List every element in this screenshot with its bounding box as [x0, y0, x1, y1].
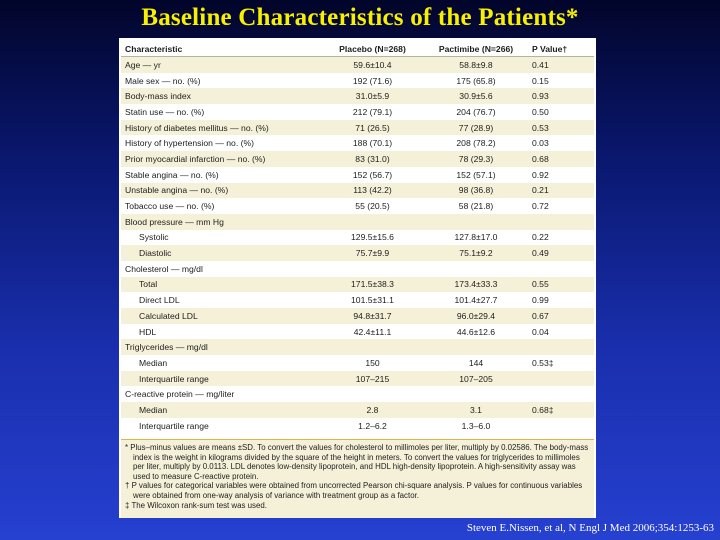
row-label: Statin use — no. (%) [121, 104, 321, 120]
row-label: Unstable angina — no. (%) [121, 183, 321, 199]
p-value [528, 371, 594, 387]
footnote-double-dagger: ‡ The Wilcoxon rank-sum test was used. [125, 500, 267, 510]
row-label: Age — yr [121, 57, 321, 73]
row-label: Diastolic [121, 245, 321, 261]
table-row [121, 88, 594, 104]
row-label: Body-mass index [121, 88, 321, 104]
p-value: 0.03 [528, 135, 594, 151]
pactimibe-value: 3.1 [424, 402, 528, 418]
table-row [121, 183, 594, 199]
pactimibe-value: 175 (65.8) [424, 73, 528, 89]
p-value: 0.41 [528, 57, 594, 73]
pactimibe-value: 101.4±27.7 [424, 292, 528, 308]
table-row [121, 230, 594, 246]
pactimibe-value: 75.1±9.2 [424, 245, 528, 261]
pactimibe-value: 58 (21.8) [424, 198, 528, 214]
row-label: Stable angina — no. (%) [121, 167, 321, 183]
table-row [121, 277, 594, 293]
table-row [121, 418, 594, 434]
p-value: 0.50 [528, 104, 594, 120]
table-row [121, 339, 594, 355]
placebo-value: 71 (26.5) [321, 120, 424, 136]
row-label: Triglycerides — mg/dl [121, 339, 321, 355]
p-value [528, 386, 594, 402]
placebo-value: 107–215 [321, 371, 424, 387]
baseline-table-card [119, 38, 596, 518]
p-value: 0.55 [528, 277, 594, 293]
p-value: 0.53 [528, 120, 594, 136]
placebo-value: 171.5±38.3 [321, 277, 424, 293]
pactimibe-value: 44.6±12.6 [424, 324, 528, 340]
placebo-value: 188 (70.1) [321, 135, 424, 151]
row-label: Total [121, 277, 321, 293]
table-row [121, 151, 594, 167]
table-row [121, 167, 594, 183]
row-label: HDL [121, 324, 321, 340]
table-row [121, 355, 594, 371]
p-value [528, 418, 594, 434]
pactimibe-value: 98 (36.8) [424, 183, 528, 199]
table-footnotes [121, 439, 594, 518]
p-value [528, 214, 594, 230]
row-label: Interquartile range [121, 371, 321, 387]
pactimibe-value: 78 (29.3) [424, 151, 528, 167]
placebo-value: 94.8±31.7 [321, 308, 424, 324]
placebo-value: 1.2–6.2 [321, 418, 424, 434]
header-p-value: P Value† [528, 41, 594, 57]
pactimibe-value: 107–205 [424, 371, 528, 387]
placebo-value: 42.4±11.1 [321, 324, 424, 340]
pactimibe-value [424, 261, 528, 277]
placebo-value: 59.6±10.4 [321, 57, 424, 73]
p-value: 0.04 [528, 324, 594, 340]
p-value: 0.49 [528, 245, 594, 261]
pactimibe-value: 204 (76.7) [424, 104, 528, 120]
table-row [121, 120, 594, 136]
table-row [121, 308, 594, 324]
p-value [528, 261, 594, 277]
pactimibe-value: 208 (78.2) [424, 135, 528, 151]
p-value: 0.68‡ [528, 402, 594, 418]
placebo-value: 75.7±9.9 [321, 245, 424, 261]
p-value: 0.92 [528, 167, 594, 183]
header-pactimibe: Pactimibe (N=266) [424, 41, 528, 57]
row-label: Prior myocardial infarction — no. (%) [121, 151, 321, 167]
table-row [121, 135, 594, 151]
row-label: Interquartile range [121, 418, 321, 434]
pactimibe-value [424, 214, 528, 230]
row-label: C-reactive protein — mg/liter [121, 386, 321, 402]
pactimibe-value: 127.8±17.0 [424, 230, 528, 246]
table-row [121, 402, 594, 418]
table-row [121, 261, 594, 277]
footnote-asterisk: * Plus–minus values are means ±SD. To convert the values for cholesterol to millimoles per liter, multiply by 0.02586. The body-mass index is the weight in kilograms divided by the square of the height in meters. To convert the values for triglycerides to millimoles per liter, multiply by 0.0113. LDL denotes low-density lipoprotein, and HDL high-density lipoprotein. A high-sensitivity assay was used to measure C-reactive protein. [125, 443, 589, 481]
row-label: Blood pressure — mm Hg [121, 214, 321, 230]
row-label: Tobacco use — no. (%) [121, 198, 321, 214]
placebo-value: 55 (20.5) [321, 198, 424, 214]
placebo-value: 192 (71.6) [321, 73, 424, 89]
placebo-value: 101.5±31.1 [321, 292, 424, 308]
pactimibe-value: 173.4±33.3 [424, 277, 528, 293]
table-body [121, 57, 594, 434]
placebo-value [321, 214, 424, 230]
placebo-value [321, 261, 424, 277]
table-row [121, 386, 594, 402]
footnote-dagger: † P values for categorical variables were obtained from uncorrected Pearson chi-square analysis. P values for continuous variables were obtained from one-way analysis of variance with treatment group as a factor. [125, 481, 583, 500]
placebo-value: 31.0±5.9 [321, 88, 424, 104]
p-value: 0.22 [528, 230, 594, 246]
table-row [121, 245, 594, 261]
row-label: Systolic [121, 230, 321, 246]
table-row [121, 57, 594, 73]
pactimibe-value: 1.3–6.0 [424, 418, 528, 434]
header-characteristic: Characteristic [121, 41, 321, 57]
placebo-value: 150 [321, 355, 424, 371]
row-label: History of hypertension — no. (%) [121, 135, 321, 151]
pactimibe-value [424, 386, 528, 402]
table-row [121, 73, 594, 89]
header-placebo: Placebo (N=268) [321, 41, 424, 57]
p-value: 0.68 [528, 151, 594, 167]
pactimibe-value: 144 [424, 355, 528, 371]
p-value: 0.99 [528, 292, 594, 308]
row-label: History of diabetes mellitus — no. (%) [121, 120, 321, 136]
pactimibe-value [424, 339, 528, 355]
pactimibe-value: 30.9±5.6 [424, 88, 528, 104]
table-row [121, 104, 594, 120]
p-value: 0.21 [528, 183, 594, 199]
placebo-value [321, 339, 424, 355]
table-row [121, 292, 594, 308]
placebo-value: 2.8 [321, 402, 424, 418]
slide-title: Baseline Characteristics of the Patients* [141, 4, 579, 31]
pactimibe-value: 152 (57.1) [424, 167, 528, 183]
row-label: Cholesterol — mg/dl [121, 261, 321, 277]
p-value: 0.72 [528, 198, 594, 214]
placebo-value: 83 (31.0) [321, 151, 424, 167]
table-row [121, 324, 594, 340]
placebo-value [321, 386, 424, 402]
citation: Steven E.Nissen, et al, N Engl J Med 2006;354:1253-63 [466, 522, 714, 534]
pactimibe-value: 77 (28.9) [424, 120, 528, 136]
table-row [121, 214, 594, 230]
table-row [121, 371, 594, 387]
p-value [528, 339, 594, 355]
placebo-value: 129.5±15.6 [321, 230, 424, 246]
p-value: 0.53‡ [528, 355, 594, 371]
row-label: Calculated LDL [121, 308, 321, 324]
pactimibe-value: 58.8±9.8 [424, 57, 528, 73]
baseline-characteristics-table [121, 41, 594, 434]
table-header-row [121, 41, 594, 57]
row-label: Median [121, 355, 321, 371]
table-row [121, 198, 594, 214]
placebo-value: 212 (79.1) [321, 104, 424, 120]
p-value: 0.67 [528, 308, 594, 324]
p-value: 0.15 [528, 73, 594, 89]
row-label: Male sex — no. (%) [121, 73, 321, 89]
placebo-value: 152 (56.7) [321, 167, 424, 183]
pactimibe-value: 96.0±29.4 [424, 308, 528, 324]
row-label: Direct LDL [121, 292, 321, 308]
p-value: 0.93 [528, 88, 594, 104]
row-label: Median [121, 402, 321, 418]
placebo-value: 113 (42.2) [321, 183, 424, 199]
